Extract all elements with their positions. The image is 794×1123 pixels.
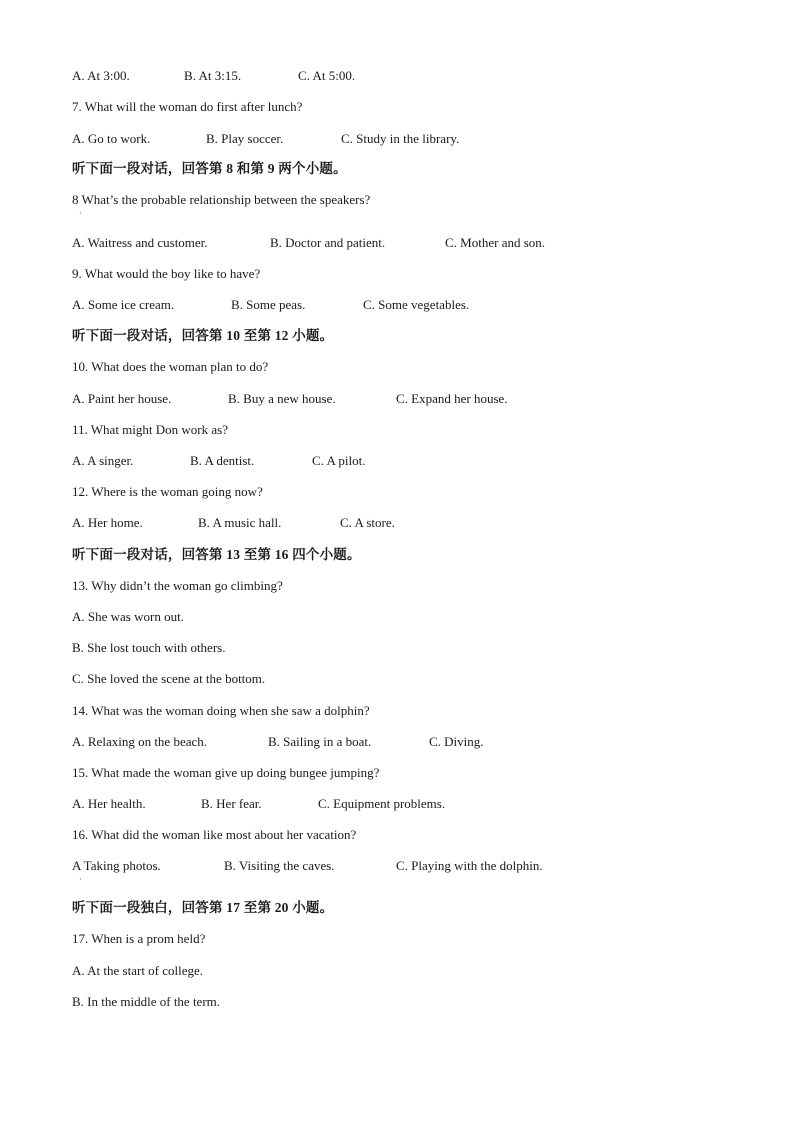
question-11: 11. What might Don work as? xyxy=(72,422,228,437)
option: A. Some ice cream. xyxy=(72,297,175,312)
option: B. A music hall. xyxy=(198,515,282,530)
question-7: 7. What will the woman do first after lunch? xyxy=(72,99,303,114)
option: B. Buy a new house. xyxy=(228,391,336,406)
option: A. Waitress and customer. xyxy=(72,235,208,250)
option: C. At 5:00. xyxy=(298,68,356,83)
q8-options xyxy=(72,235,545,251)
question-13: 13. Why didn’t the woman go climbing? xyxy=(72,578,283,593)
q17-option-a: A. At the start of college. xyxy=(72,963,204,978)
q12-options xyxy=(72,515,395,531)
q7-options xyxy=(72,131,459,147)
q9-options xyxy=(72,297,469,313)
section-heading-8-9: 听下面一段对话，回答第 8 和第 9 两个小题。 xyxy=(72,161,347,176)
option: C. Diving. xyxy=(429,734,484,749)
q17-option-b: B. In the middle of the term. xyxy=(72,994,221,1009)
option: C. Some vegetables. xyxy=(363,297,470,312)
q16-options xyxy=(72,858,543,874)
option: A. Go to work. xyxy=(72,131,151,146)
stray-dot: · xyxy=(79,875,82,884)
q13-option-a: A. She was worn out. xyxy=(72,609,184,624)
section-heading-13-16: 听下面一段对话，回答第 13 至第 16 四个小题。 xyxy=(72,547,361,562)
option: A. Her health. xyxy=(72,796,146,811)
option: C. Equipment problems. xyxy=(318,796,446,811)
option: C. Mother and son. xyxy=(445,235,546,250)
option: B. A dentist. xyxy=(190,453,255,468)
q13-option-b: B. She lost touch with others. xyxy=(72,640,226,655)
section-heading-17-20: 听下面一段独白，回答第 17 至第 20 小题。 xyxy=(72,900,334,915)
option: C. Expand her house. xyxy=(396,391,508,406)
option: B. Visiting the caves. xyxy=(224,858,335,873)
question-10: 10. What does the woman plan to do? xyxy=(72,359,269,374)
option: B. Play soccer. xyxy=(206,131,284,146)
section-heading-10-12: 听下面一段对话，回答第 10 至第 12 小题。 xyxy=(72,328,334,343)
q6-options xyxy=(72,68,355,84)
option: B. At 3:15. xyxy=(184,68,242,83)
option: A. Paint her house. xyxy=(72,391,172,406)
option: B. Her fear. xyxy=(201,796,262,811)
option: A. A singer. xyxy=(72,453,134,468)
stray-dot: · xyxy=(79,209,82,218)
option: B. Doctor and patient. xyxy=(270,235,386,250)
q10-options xyxy=(72,391,508,407)
option: A. Relaxing on the beach. xyxy=(72,734,208,749)
option: C. A pilot. xyxy=(312,453,366,468)
question-15: 15. What made the woman give up doing bungee jumping? xyxy=(72,765,380,780)
option: A. At 3:00. xyxy=(72,68,130,83)
q14-options xyxy=(72,734,484,750)
option: C. Playing with the dolphin. xyxy=(396,858,543,873)
q15-options xyxy=(72,796,445,812)
option: B. Some peas. xyxy=(231,297,306,312)
question-16: 16. What did the woman like most about her vacation? xyxy=(72,827,357,842)
option: A. Her home. xyxy=(72,515,143,530)
option: C. A store. xyxy=(340,515,395,530)
question-14: 14. What was the woman doing when she saw a dolphin? xyxy=(72,703,370,718)
q11-options xyxy=(72,453,365,469)
question-12: 12. Where is the woman going now? xyxy=(72,484,263,499)
question-8: 8 What’s the probable relationship between the speakers? xyxy=(72,192,371,207)
question-9: 9. What would the boy like to have? xyxy=(72,266,261,281)
question-17: 17. When is a prom held? xyxy=(72,931,206,946)
q13-option-c: C. She loved the scene at the bottom. xyxy=(72,671,266,686)
option: A Taking photos. xyxy=(72,858,161,873)
option: C. Study in the library. xyxy=(341,131,460,146)
option: B. Sailing in a boat. xyxy=(268,734,372,749)
